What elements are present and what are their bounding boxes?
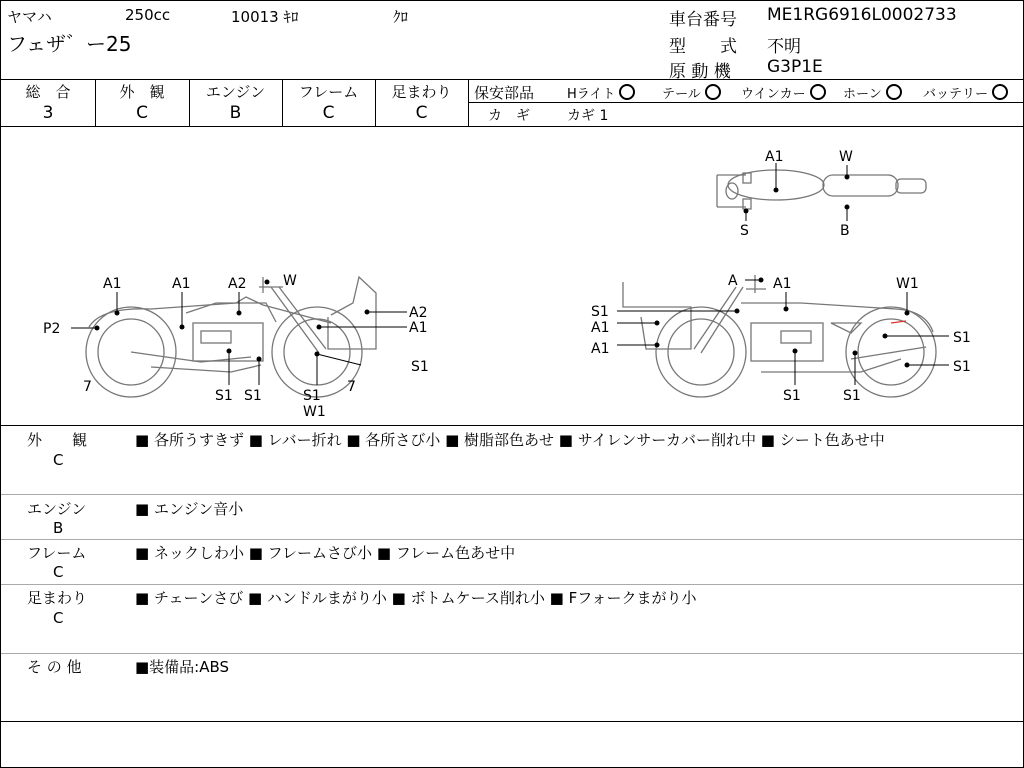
- ok-circle-icon: [705, 84, 721, 100]
- comment-label-suspension: 足まわり: [27, 589, 88, 607]
- type-label: 型 式: [669, 37, 737, 57]
- grade-label-exterior: 外 観: [119, 83, 165, 101]
- safety-item-battery: バッテリー: [923, 83, 1008, 102]
- grade-value-engine: B: [229, 103, 242, 123]
- grade-label-frame: フレーム: [298, 83, 359, 101]
- color: ｸﾛ: [393, 8, 409, 26]
- code-label: S1: [591, 304, 609, 320]
- code-label: 7: [83, 379, 92, 395]
- code-label: A1: [591, 320, 610, 336]
- code-label: S1: [953, 359, 971, 375]
- comment-grade-suspension: C: [53, 609, 64, 627]
- frame-no: ME1RG6916L0002733: [767, 5, 957, 25]
- mileage: 10013 ｷﾛ: [231, 8, 299, 26]
- damage-diagram: [1, 127, 1023, 425]
- code-label: A1: [765, 149, 784, 165]
- code-label: A1: [591, 341, 610, 357]
- code-label: S1: [953, 330, 971, 346]
- code-label: S1: [303, 388, 321, 404]
- safety-item-tail: テール: [662, 83, 721, 102]
- engine-model-label: 原 動 機: [669, 62, 731, 82]
- code-label: S1: [843, 388, 861, 404]
- code-label: W: [839, 149, 853, 165]
- safety-item-headlight: Hライト: [567, 83, 635, 102]
- safety-item-winker: ウインカー: [741, 83, 826, 102]
- ok-circle-icon: [619, 84, 635, 100]
- code-label: P2: [43, 321, 61, 337]
- comment-label-engine: エンジン: [27, 500, 87, 518]
- code-label: S1: [411, 359, 429, 375]
- key-value: カギ 1: [567, 108, 609, 124]
- comment-text-frame: ■ ネックしわ小 ■ フレームさび小 ■ フレーム色あせ中: [135, 544, 516, 562]
- code-label: A1: [409, 320, 428, 336]
- comment-label-other: そ の 他: [27, 658, 82, 676]
- grade-value-overall: 3: [42, 103, 54, 123]
- grade-label-overall: 総 合: [25, 83, 71, 101]
- type-value: 不明: [767, 37, 801, 57]
- comment-text-other: ■装備品:ABS: [135, 658, 230, 676]
- code-label: W1: [896, 276, 919, 292]
- maker: ヤマハ: [7, 8, 52, 26]
- code-label: A1: [773, 276, 792, 292]
- code-label: A1: [172, 276, 191, 292]
- comment-text-exterior: ■ 各所うすきず ■ レバー折れ ■ 各所さび小 ■ 樹脂部色あせ ■ サイレンサーカバー削れ中 ■ シート色あせ中: [135, 431, 885, 449]
- comment-label-exterior: 外 観: [27, 431, 88, 449]
- safety-item-horn: ホーン: [843, 83, 902, 102]
- leader-lines: [71, 163, 949, 385]
- code-label: B: [840, 223, 850, 239]
- grade-value-suspension: C: [415, 103, 428, 123]
- code-label: 7: [347, 379, 356, 395]
- comment-grade-frame: C: [53, 563, 64, 581]
- displacement: 250cc: [125, 6, 171, 24]
- code-label: A: [728, 273, 738, 289]
- code-label: W: [283, 273, 297, 289]
- code-label: A1: [103, 276, 122, 292]
- code-label: S1: [244, 388, 262, 404]
- comment-text-engine: ■ エンジン音小: [135, 500, 244, 518]
- ok-circle-icon: [992, 84, 1008, 100]
- comment-label-frame: フレーム: [27, 544, 87, 562]
- comment-grade-exterior: C: [53, 451, 64, 469]
- motorcycle-left-view: [86, 277, 376, 397]
- grade-value-frame: C: [322, 103, 335, 123]
- key-label: カ ギ: [488, 108, 530, 124]
- grade-label-suspension: 足まわり: [391, 83, 452, 101]
- damage-markers: [95, 175, 910, 368]
- code-label: A2: [409, 305, 428, 321]
- damage-codes: [43, 149, 971, 420]
- comment-text-suspension: ■ チェーンさび ■ ハンドルまがり小 ■ ボトムケース削れ小 ■ Fフォークまがり小: [135, 589, 697, 607]
- code-label: S1: [783, 388, 801, 404]
- code-label: A2: [228, 276, 247, 292]
- ok-circle-icon: [886, 84, 902, 100]
- grade-label-engine: エンジン: [205, 83, 266, 101]
- motorcycle-top-view: [717, 170, 926, 209]
- code-label: S: [740, 223, 749, 239]
- code-label: W1: [303, 404, 326, 420]
- model-name: フェザ゛ー25: [7, 32, 132, 56]
- comment-grade-engine: B: [53, 519, 64, 537]
- grade-value-exterior: C: [136, 103, 148, 123]
- engine-model: G3P1E: [767, 57, 823, 77]
- safety-label: 保安部品: [474, 84, 535, 102]
- divider: [1, 79, 1023, 80]
- frame-no-label: 車台番号: [669, 10, 737, 30]
- ok-circle-icon: [810, 84, 826, 100]
- code-label: S1: [215, 388, 233, 404]
